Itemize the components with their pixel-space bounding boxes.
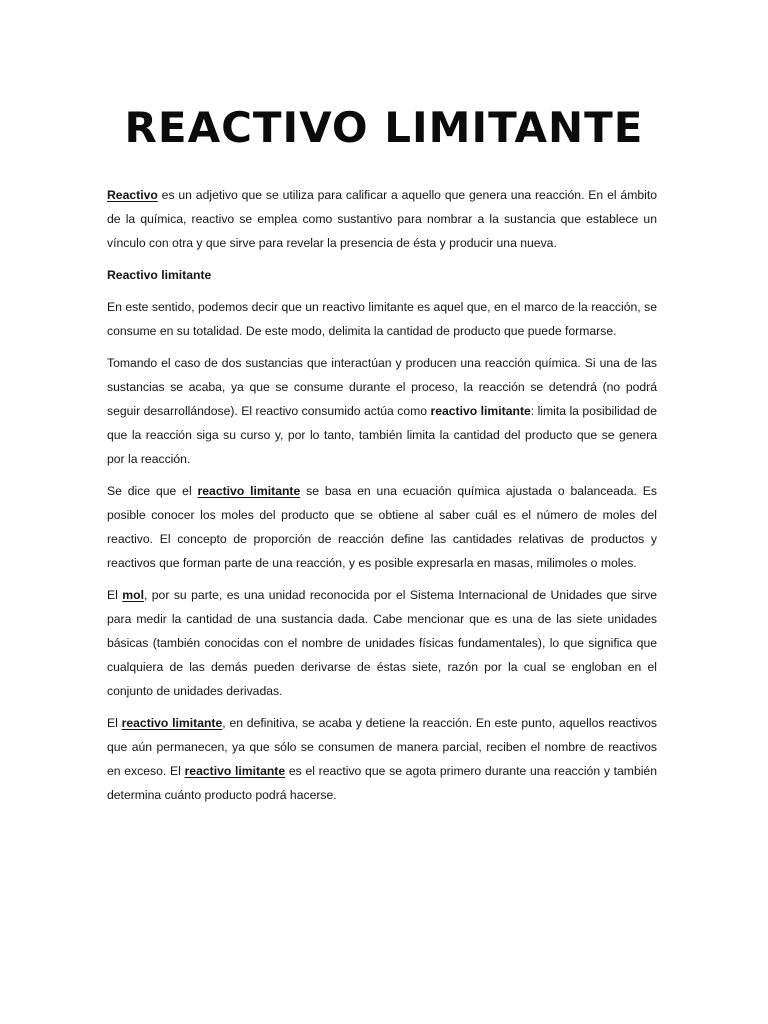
paragraph-equation-text-b: se basa en una ecuación química ajustada o balanceada. Es posible conocer los moles del producto que se obtiene al saber cuál es el número de moles del reactivo. El concepto de proporción de reacción define las cantidades relativas de productos y reactivos que forman parte de una reacción, y es posible expresarla en masas, milimoles o moles.: [107, 484, 657, 570]
term-reactivo: Reactivo: [107, 188, 158, 202]
term-reactivo-limitante: reactivo limitante: [121, 716, 223, 730]
section-heading-text: Reactivo limitante: [107, 268, 212, 282]
paragraph-conclusion-text-b: , en definitiva, se acaba y detiene la reacción. En este punto, aquellos reactivos que aún permanecen, ya que sólo se consumen de manera parcial, reciben el nombre de reactivos en exceso. El: [107, 716, 657, 778]
document-body: [107, 183, 657, 815]
paragraph-definition: [107, 183, 657, 255]
paragraph-definition-text: es un adjetivo que se utiliza para calificar a aquello que genera una reacción. En el ámbito de la química, reactivo se emplea como sustantivo para nombrar a la sustancia que establece un vínculo con otra y que sirve para revelar la presencia de ésta y producir una nueva.: [107, 188, 657, 250]
section-heading: [107, 263, 657, 287]
paragraph-equation-text-a: Se dice que el: [107, 484, 198, 498]
paragraph-equation: [107, 479, 657, 575]
page-title: REACTIVO LIMITANTE: [124, 103, 644, 152]
term-reactivo-limitante: reactivo limitante: [430, 404, 531, 418]
paragraph-conclusion-text-c: es el reactivo que se agota primero durante una reacción y también determina cuánto producto podrá hacerse.: [107, 764, 657, 802]
term-reactivo-limitante: reactivo limitante: [197, 484, 301, 498]
paragraph-consumption: En este sentido, podemos decir que un reactivo limitante es aquel que, en el marco de la reacción, se consume en su totalidad. De este modo, delimita la cantidad de producto que puede formarse.: [107, 300, 657, 338]
paragraph-example-text-a: Tomando el caso de dos sustancias que interactúan y producen una reacción química. Si una de las sustancias se acaba, ya que se consume durante el proceso, la reacción se detendrá (no podrá seguir desarrollándose). El reactivo consumido actúa como: [107, 356, 657, 418]
paragraph-example: [107, 351, 657, 471]
paragraph-conclusion-text-a: El: [107, 716, 122, 730]
paragraph-conclusion: [107, 711, 657, 807]
term-mol: mol: [122, 588, 144, 602]
paragraph-mol-text-b: , por su parte, es una unidad reconocida por el Sistema Internacional de Unidades que sirve para medir la cantidad de una sustancia dada. Cabe mencionar que es una de las siete unidades básicas (también conocidas con el nombre de unidades físicas fundamentales), lo que significa que cualquiera de las demás pueden derivarse de éstas siete, razón por la cual se engloban en el conjunto de unidades derivadas.: [107, 588, 657, 698]
paragraph-mol: [107, 583, 657, 703]
paragraph-example-text-b: : limita la posibilidad de que la reacción siga su curso y, por lo tanto, también limita la cantidad del producto que se genera por la reacción.: [107, 404, 657, 466]
paragraph-mol-text-a: El: [107, 588, 123, 602]
term-reactivo-limitante: reactivo limitante: [184, 764, 286, 778]
